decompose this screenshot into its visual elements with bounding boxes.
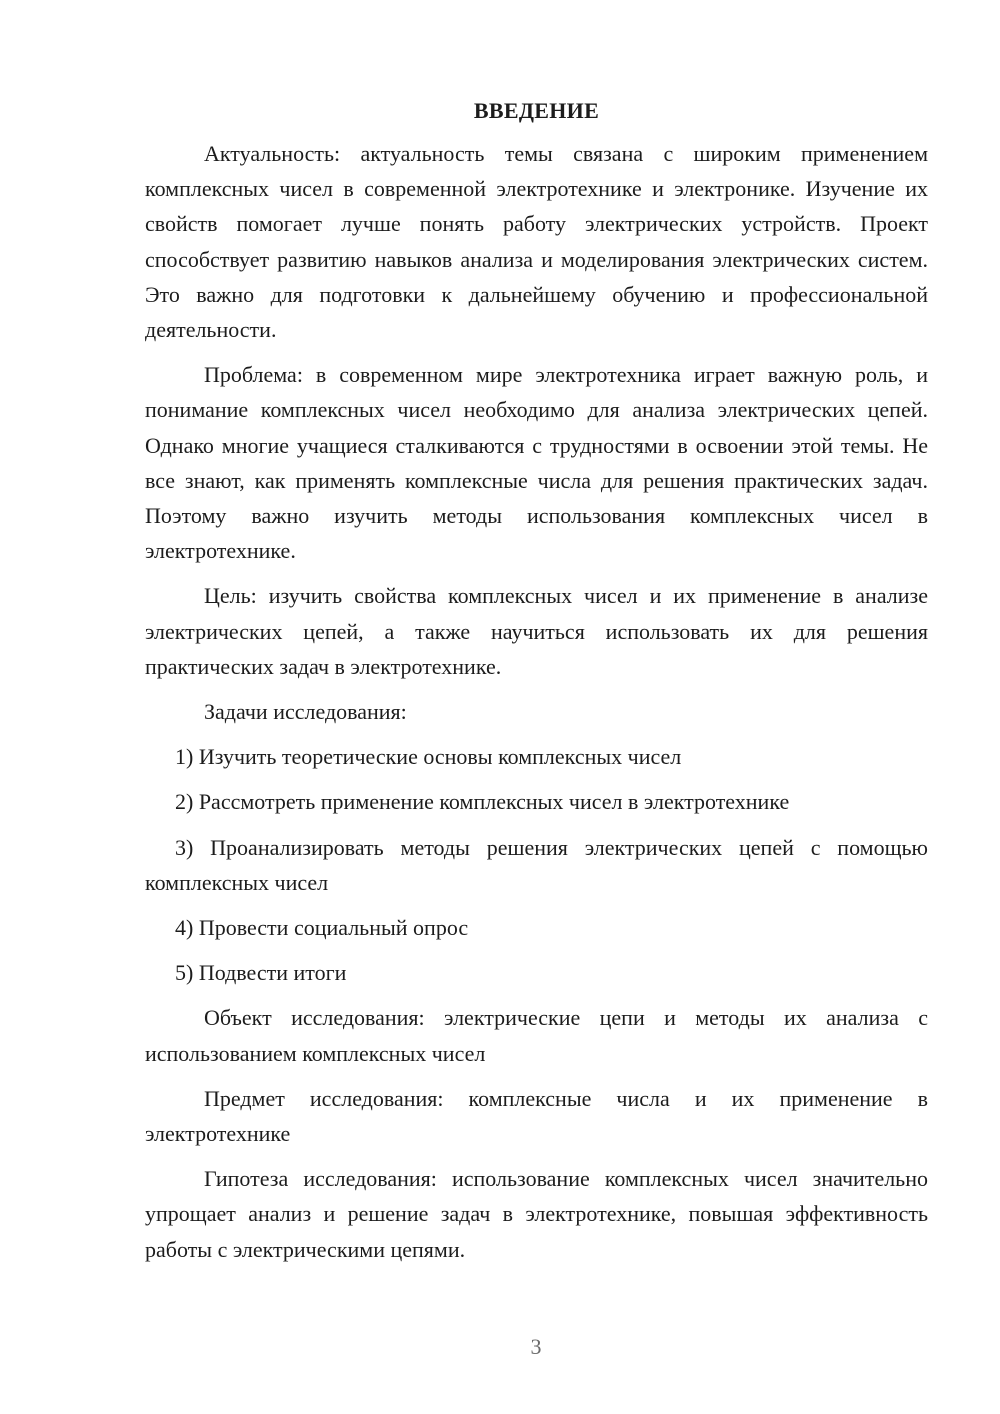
page-number: 3 <box>530 1334 542 1359</box>
subject-paragraph: Предмет исследования: комплексные числа и их применение в электротехнике <box>145 1085 928 1147</box>
hypothesis-paragraph: Гипотеза исследования: использование комплексных чисел значительно упрощает анализ и решение задач в электротехнике, повышая эффективность работы с электрическими цепями. <box>145 1166 928 1262</box>
task-item-1: 1) Изучить теоретические основы комплексных чисел <box>175 744 682 770</box>
problem-paragraph: Проблема: в современном мире электротехника играет важную роль, и понимание комплексных чисел необходимо для анализа электрических цепей. Однако многие учащиеся сталкиваются с трудностями в освоении этой темы. Не все знают, как применять комплексные числа для решения практических задач. Поэтому важно изучить методы использования комплексных чисел в электротехнике. <box>145 362 928 564</box>
task-item-3: 3) Проанализировать методы решения электрических цепей с помощью комплексных чисел <box>145 834 928 895</box>
task-item-5: 5) Подвести итоги <box>175 960 347 986</box>
task-item-2: 2) Рассмотреть применение комплексных чисел в электротехнике <box>175 789 790 815</box>
object-paragraph: Объект исследования: электрические цепи и методы их анализа с использованием комплексных чисел <box>145 1005 928 1066</box>
goal-paragraph: Цель: изучить свойства комплексных чисел и их применение в анализе электрических цепей, а также научиться использовать их для решения практических задач в электротехнике. <box>145 583 928 679</box>
page-title: ВВЕДЕНИЕ <box>473 98 600 123</box>
task-item-4: 4) Провести социальный опрос <box>175 915 469 941</box>
relevance-paragraph: Актуальность: актуальность темы связана с широким применением комплексных чисел в современной электротехнике и электронике. Изучение их свойств помогает лучше понять работу электрических устройств. Проект способствует развитию навыков анализа и моделирования электрических систем. Это важно для подготовки к дальнейшему обучению и профессиональной деятельности. <box>145 141 928 343</box>
page-content <box>145 96 928 1277</box>
tasks-heading: Задачи исследования: <box>204 699 407 725</box>
